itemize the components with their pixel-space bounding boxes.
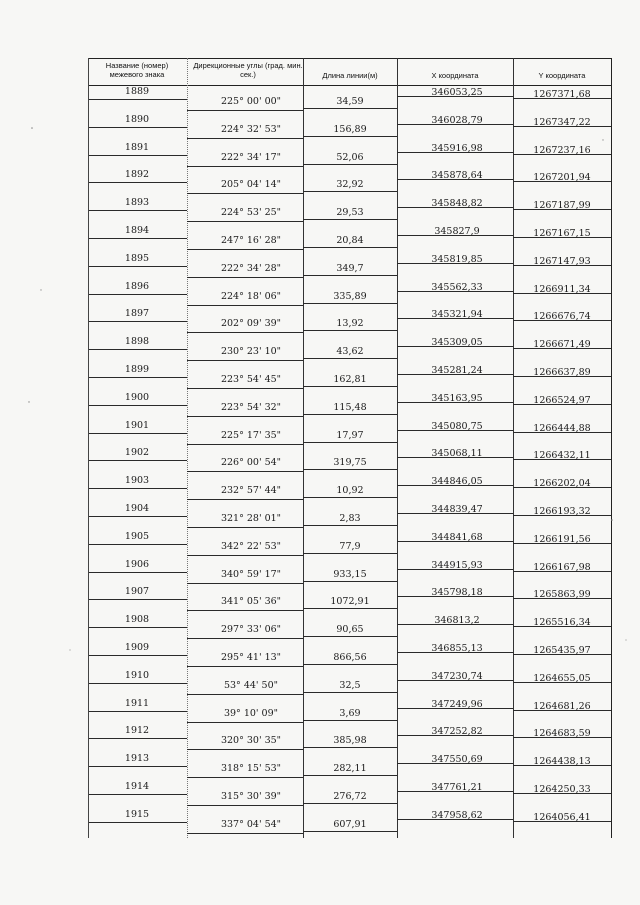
- row-rule: [89, 182, 187, 183]
- line-length: 115,48: [333, 401, 367, 413]
- y-coordinate: 1267347,22: [533, 116, 591, 128]
- table-row: [89, 390, 611, 418]
- y-coordinate: 1266202,04: [533, 478, 591, 490]
- y-coordinate: 1265435,97: [533, 645, 591, 656]
- row-rule: [89, 488, 187, 489]
- row-rule: [303, 525, 397, 526]
- y-coordinate: 1266167,98: [533, 561, 591, 573]
- x-coordinate: 344846,05: [431, 476, 483, 488]
- x-coordinate: 347230,74: [431, 670, 483, 682]
- row-rule: [89, 627, 187, 628]
- table-row: [89, 418, 611, 446]
- direction-angle: 342° 22' 53": [220, 540, 282, 552]
- row-rule: [89, 294, 187, 295]
- table-row: [89, 362, 611, 390]
- line-length: 607,91: [333, 818, 367, 830]
- direction-angle: 223° 54' 45": [220, 374, 282, 385]
- row-rule: [89, 572, 187, 573]
- row-rule: [303, 442, 397, 443]
- mark-name: 1903: [124, 475, 150, 487]
- x-coordinate: 345916,98: [431, 142, 483, 154]
- line-length: 276,72: [333, 791, 367, 802]
- y-coordinate: 1264056,41: [533, 811, 591, 823]
- direction-angle: 232° 57' 44": [220, 485, 282, 497]
- x-coordinate: 344841,68: [431, 531, 483, 543]
- y-coordinate: 1266911,34: [533, 283, 591, 295]
- mark-name: 1910: [124, 669, 150, 681]
- table-row: [89, 557, 611, 585]
- row-rule: [89, 405, 187, 406]
- line-length: 385,98: [333, 735, 367, 747]
- row-rule: [303, 275, 397, 276]
- row-rule: [89, 155, 187, 156]
- mark-name: 1902: [124, 447, 150, 459]
- table-row: [89, 112, 611, 140]
- row-rule: [303, 553, 397, 554]
- table-row: [89, 473, 611, 501]
- x-coordinate: 345080,75: [431, 420, 483, 432]
- table-row: [89, 807, 611, 835]
- coordinates-table: [88, 58, 612, 838]
- direction-angle: 224° 32' 53": [220, 123, 282, 135]
- x-coordinate: 344915,93: [431, 559, 483, 571]
- row-rule: [89, 544, 187, 545]
- row-rule: [89, 460, 187, 461]
- mark-name: 1905: [124, 530, 150, 542]
- line-length: 10,92: [336, 485, 364, 497]
- direction-angle: 247° 16' 28": [220, 235, 282, 246]
- row-rule: [89, 127, 187, 128]
- direction-angle: 230° 23' 10": [220, 346, 282, 358]
- x-coordinate: 344839,47: [431, 504, 483, 515]
- direction-angle: 222° 34' 28": [220, 262, 282, 274]
- line-length: 32,5: [339, 679, 361, 691]
- line-length: 32,92: [336, 179, 364, 191]
- mark-name: 1911: [124, 697, 150, 709]
- row-rule: [303, 803, 397, 804]
- table-row: [89, 84, 611, 112]
- row-rule: [303, 608, 397, 609]
- line-length: 29,53: [336, 207, 364, 219]
- row-rule: [303, 747, 397, 748]
- header-y: Y координата: [538, 71, 586, 80]
- x-coordinate: 345309,05: [431, 337, 483, 349]
- x-coordinate: 345068,11: [431, 448, 483, 460]
- x-coordinate: 345827,9: [434, 226, 480, 237]
- mark-name: 1889: [124, 86, 150, 97]
- y-coordinate: 1266676,74: [533, 311, 591, 323]
- row-rule: [303, 108, 397, 109]
- x-coordinate: 345321,94: [431, 309, 483, 321]
- y-coordinate: 1264683,59: [533, 728, 591, 740]
- y-coordinate: 1264655,05: [533, 672, 591, 684]
- row-rule: [89, 349, 187, 350]
- line-length: 17,97: [336, 429, 364, 441]
- direction-angle: 226° 00' 54": [220, 457, 282, 469]
- x-coordinate: 347249,96: [431, 698, 483, 710]
- mark-name: 1914: [124, 781, 150, 792]
- x-coordinate: 347761,21: [431, 782, 483, 793]
- row-rule: [89, 377, 187, 378]
- mark-name: 1900: [124, 391, 150, 403]
- y-coordinate: 1266191,56: [533, 533, 591, 545]
- mark-name: 1890: [124, 113, 150, 125]
- x-coordinate: 345819,85: [431, 253, 483, 265]
- mark-name: 1893: [124, 197, 150, 209]
- mark-name: 1898: [124, 336, 150, 348]
- direction-angle: 39° 10' 09": [223, 707, 279, 719]
- row-rule: [89, 822, 187, 823]
- header-length: Длина линии(м): [322, 71, 378, 80]
- table-row: [89, 529, 611, 557]
- y-coordinate: 1264250,33: [533, 784, 591, 795]
- y-coordinate: 1267147,93: [533, 255, 591, 267]
- x-coordinate: 345848,82: [431, 198, 483, 210]
- line-length: 162,81: [333, 374, 367, 385]
- table-header: [89, 58, 611, 86]
- mark-name: 1901: [124, 419, 150, 431]
- row-rule: [89, 266, 187, 267]
- direction-angle: 223° 54' 32": [220, 401, 282, 413]
- row-rule: [89, 599, 187, 600]
- row-rule: [303, 720, 397, 721]
- row-rule: [303, 358, 397, 359]
- line-length: 34,59: [336, 96, 364, 107]
- table-row: [89, 696, 611, 724]
- direction-angle: 315° 30' 39": [220, 791, 282, 802]
- table-row: [89, 279, 611, 307]
- mark-name: 1899: [124, 364, 150, 375]
- direction-angle: 222° 34' 17": [220, 151, 282, 163]
- mark-name: 1904: [124, 503, 150, 514]
- table-row: [89, 751, 611, 779]
- row-rule: [89, 99, 187, 100]
- y-coordinate: 1267237,16: [533, 144, 591, 156]
- table-row: [89, 251, 611, 279]
- x-coordinate: 345163,95: [431, 392, 483, 404]
- line-length: 43,62: [336, 346, 364, 358]
- x-coordinate: 345281,24: [431, 365, 483, 376]
- x-coordinate: 345878,64: [431, 170, 483, 182]
- row-rule: [303, 692, 397, 693]
- line-length: 13,92: [336, 318, 364, 330]
- line-length: 3,69: [339, 707, 361, 719]
- row-rule: [303, 247, 397, 248]
- line-length: 335,89: [333, 290, 367, 302]
- row-rule: [89, 794, 187, 795]
- table-row: [89, 445, 611, 473]
- mark-name: 1912: [124, 725, 150, 737]
- mark-name: 1895: [124, 252, 150, 264]
- y-coordinate: 1265863,99: [533, 589, 591, 601]
- direction-angle: 224° 53' 25": [220, 207, 282, 219]
- table-row: [89, 612, 611, 640]
- row-rule: [303, 775, 397, 776]
- row-rule: [187, 833, 303, 834]
- x-coordinate: 345798,18: [431, 587, 483, 599]
- line-length: 156,89: [333, 123, 367, 135]
- mark-name: 1915: [124, 808, 150, 820]
- mark-name: 1894: [124, 225, 150, 236]
- row-rule: [89, 766, 187, 767]
- table-row: [89, 195, 611, 223]
- y-coordinate: 1266671,49: [533, 339, 591, 351]
- row-rule: [89, 683, 187, 684]
- row-rule: [89, 433, 187, 434]
- header-angle: Дирекционные углы (град. мин. сек.): [193, 61, 303, 79]
- line-length: 2,83: [339, 513, 361, 524]
- y-coordinate: 1266432,11: [533, 450, 591, 462]
- line-length: 90,65: [336, 624, 364, 636]
- table-row: [89, 167, 611, 195]
- table-row: [89, 723, 611, 751]
- table-row: [89, 640, 611, 668]
- direction-angle: 53° 44' 50": [223, 679, 279, 691]
- x-coordinate: 346855,13: [431, 643, 483, 654]
- row-rule: [89, 210, 187, 211]
- y-coordinate: 1267167,15: [533, 228, 591, 239]
- row-rule: [303, 191, 397, 192]
- row-rule: [303, 136, 397, 137]
- line-length: 52,06: [336, 151, 364, 163]
- y-coordinate: 1267371,68: [533, 89, 591, 100]
- mark-name: 1891: [124, 141, 150, 153]
- mark-name: 1906: [124, 558, 150, 570]
- y-coordinate: 1266524,97: [533, 394, 591, 406]
- direction-angle: 225° 00' 00": [220, 96, 282, 107]
- line-length: 77,9: [339, 540, 361, 552]
- table-row: [89, 668, 611, 696]
- y-coordinate: 1265516,34: [533, 617, 591, 629]
- direction-angle: 318° 15' 53": [220, 763, 282, 775]
- direction-angle: 297° 33' 06": [220, 624, 282, 636]
- x-coordinate: 347252,82: [431, 726, 483, 738]
- mark-name: 1907: [124, 586, 150, 598]
- row-rule: [89, 655, 187, 656]
- mark-name: 1908: [124, 614, 150, 626]
- direction-angle: 225° 17' 35": [220, 429, 282, 441]
- table-row: [89, 140, 611, 168]
- row-rule: [303, 303, 397, 304]
- y-coordinate: 1266637,89: [533, 367, 591, 378]
- row-rule: [303, 219, 397, 220]
- row-rule: [303, 581, 397, 582]
- row-rule: [303, 386, 397, 387]
- row-rule: [89, 321, 187, 322]
- y-coordinate: 1266193,32: [533, 506, 591, 517]
- line-length: 933,15: [333, 568, 367, 580]
- table-row: [89, 779, 611, 807]
- table-row: [89, 306, 611, 334]
- x-coordinate: 346053,25: [431, 87, 483, 98]
- y-coordinate: 1267187,99: [533, 200, 591, 212]
- direction-angle: 320° 30' 35": [220, 735, 282, 747]
- line-length: 282,11: [333, 763, 367, 775]
- y-coordinate: 1264438,13: [533, 756, 591, 768]
- row-rule: [89, 711, 187, 712]
- row-rule: [303, 164, 397, 165]
- mark-name: 1909: [124, 642, 150, 653]
- direction-angle: 295° 41' 13": [220, 652, 282, 663]
- x-coordinate: 346028,79: [431, 114, 483, 126]
- row-rule: [89, 738, 187, 739]
- table-row: [89, 334, 611, 362]
- table-row: [89, 501, 611, 529]
- direction-angle: 340° 59' 17": [220, 568, 282, 580]
- line-length: 319,75: [333, 457, 367, 469]
- row-rule: [303, 330, 397, 331]
- header-name: Название (номер) межевого знака: [105, 61, 169, 79]
- table-row: [89, 223, 611, 251]
- row-rule: [303, 664, 397, 665]
- line-length: 866,56: [333, 652, 367, 663]
- x-coordinate: 347958,62: [431, 809, 483, 821]
- row-rule: [303, 414, 397, 415]
- direction-angle: 202° 09' 39": [220, 318, 282, 330]
- y-coordinate: 1266444,88: [533, 422, 591, 434]
- x-coordinate: 346813,2: [434, 615, 480, 627]
- mark-name: 1896: [124, 280, 150, 292]
- mark-name: 1897: [124, 308, 150, 320]
- mark-name: 1892: [124, 169, 150, 181]
- table-row: [89, 584, 611, 612]
- row-rule: [303, 469, 397, 470]
- header-x: X координата: [431, 71, 479, 80]
- y-coordinate: 1267201,94: [533, 172, 591, 184]
- line-length: 349,7: [336, 262, 364, 274]
- direction-angle: 224° 18' 06": [220, 290, 282, 302]
- row-rule: [303, 636, 397, 637]
- row-rule: [303, 497, 397, 498]
- mark-name: 1913: [124, 753, 150, 765]
- x-coordinate: 347550,69: [431, 754, 483, 766]
- direction-angle: 205° 04' 14": [220, 179, 282, 191]
- direction-angle: 337° 04' 54": [220, 818, 282, 830]
- line-length: 1072,91: [330, 596, 370, 608]
- x-coordinate: 345562,33: [431, 281, 483, 293]
- line-length: 20,84: [336, 235, 364, 246]
- direction-angle: 341° 05' 36": [220, 596, 282, 608]
- row-rule: [89, 516, 187, 517]
- y-coordinate: 1264681,26: [533, 700, 591, 712]
- direction-angle: 321° 28' 01": [220, 513, 282, 524]
- row-rule: [303, 831, 397, 832]
- row-rule: [89, 238, 187, 239]
